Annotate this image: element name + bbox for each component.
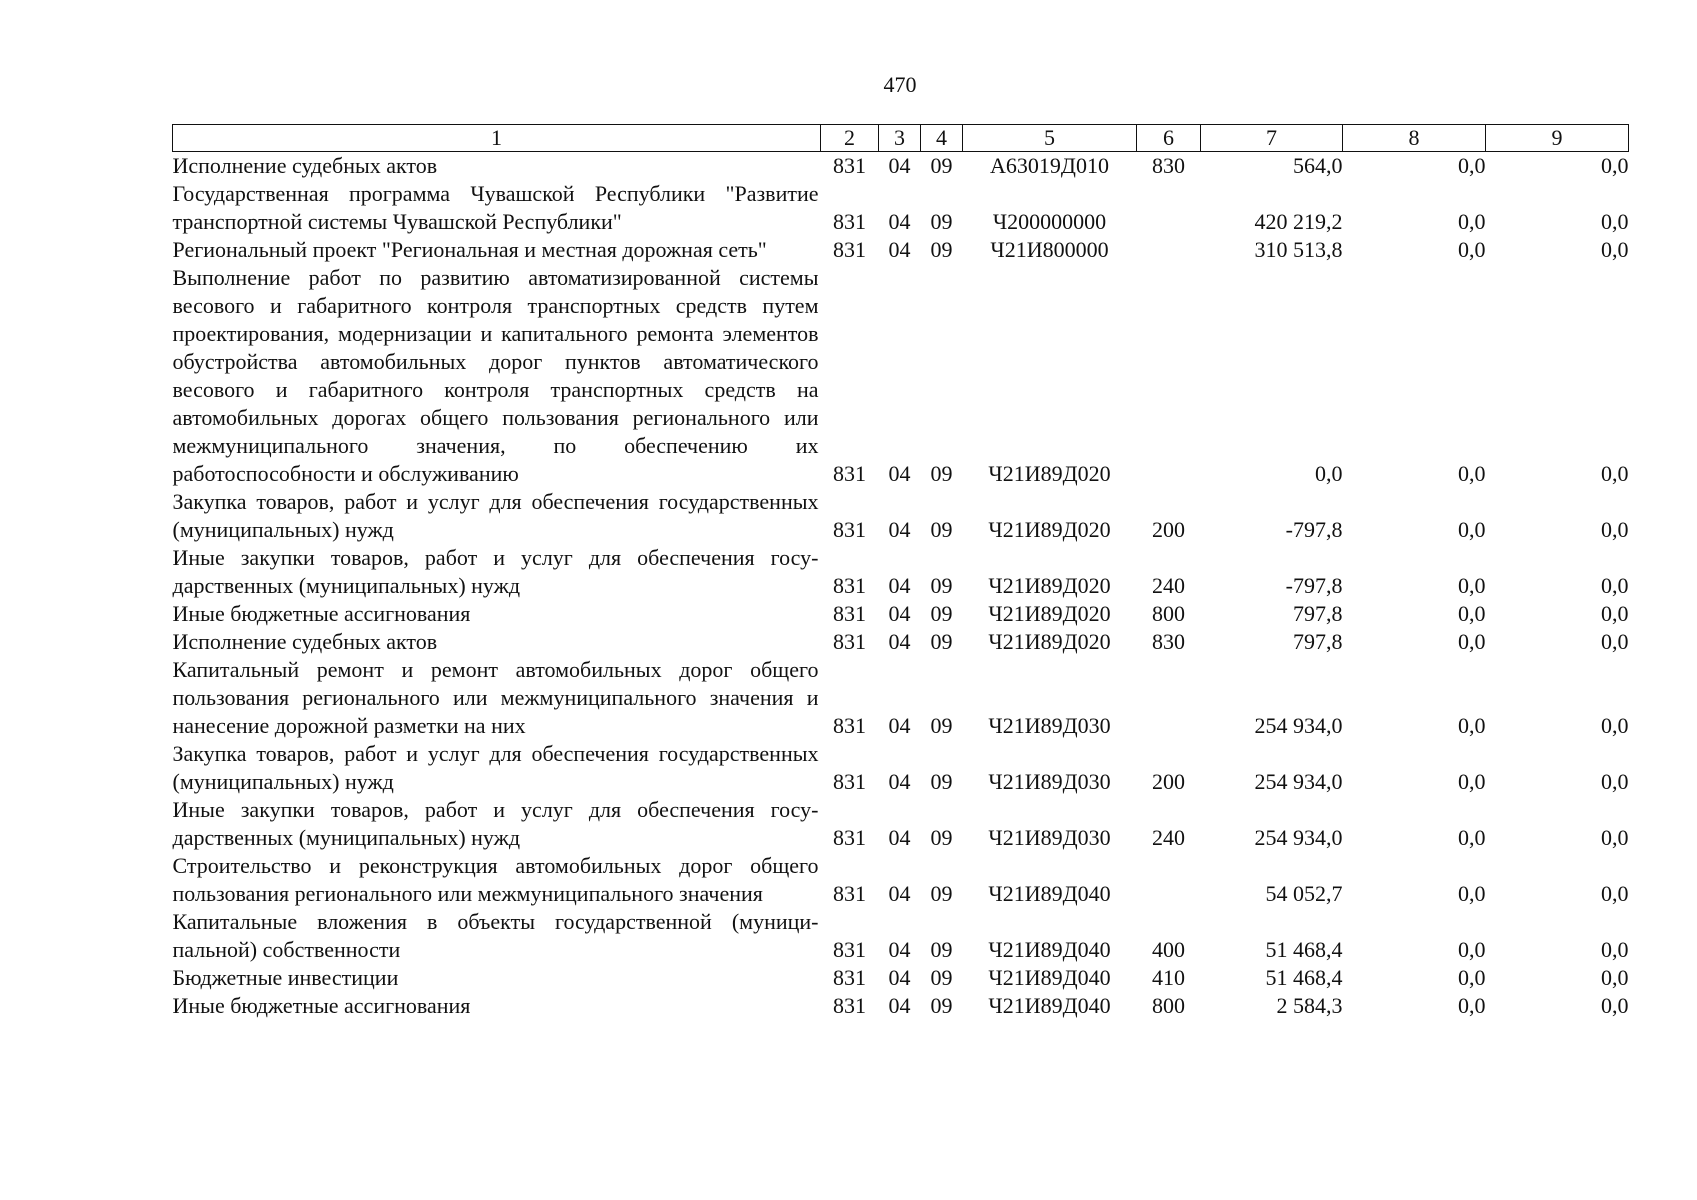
row-amount-col8: 0,0: [1458, 517, 1486, 542]
header-cell-5: 5: [963, 125, 1137, 152]
row-amount-col7: 54 052,7: [1265, 881, 1343, 906]
row-amount-col9: 0,0: [1601, 965, 1629, 990]
row-amount-col7: 254 934,0: [1254, 769, 1343, 794]
row-amount-col9: 0,0: [1601, 517, 1629, 542]
row-ministry-code: 831: [833, 461, 866, 486]
row-subsection-code: 09: [930, 629, 953, 654]
row-section-code: 04: [888, 769, 911, 794]
row-amount-col7: 51 468,4: [1265, 965, 1343, 990]
row-name: Государственная программа Чувашской Республики "Развитие транспортной системы Чувашской Республики": [172, 181, 819, 234]
row-amount-col9: 0,0: [1601, 825, 1629, 850]
row-section-code: 04: [888, 461, 911, 486]
row-subsection-code: 09: [930, 937, 953, 962]
row-subsection-code: 09: [930, 825, 953, 850]
row-amount-col8: 0,0: [1458, 937, 1486, 962]
row-name: Исполнение судебных актов: [172, 629, 438, 654]
row-amount-col9: 0,0: [1601, 993, 1629, 1018]
table-row: [173, 740, 1629, 796]
row-amount-col9: 0,0: [1601, 237, 1629, 262]
row-ministry-code: 831: [833, 517, 866, 542]
row-section-code: 04: [888, 993, 911, 1018]
table-row: [173, 544, 1629, 600]
row-section-code: 04: [888, 601, 911, 626]
row-name: Капитальные вложения в объекты государственной (муниципальной) собственности: [172, 909, 819, 962]
budget-table: [172, 124, 1629, 1020]
row-amount-col9: 0,0: [1601, 881, 1629, 906]
header-cell-4: 4: [921, 125, 963, 152]
table-header: [173, 125, 1629, 152]
header-cell-7: 7: [1201, 125, 1343, 152]
row-ministry-code: 831: [833, 209, 866, 234]
row-ministry-code: 831: [833, 629, 866, 654]
row-subsection-code: 09: [930, 237, 953, 262]
row-section-code: 04: [888, 629, 911, 654]
row-target-article: Ч21И89Д030: [988, 825, 1111, 850]
row-name: Строительство и реконструкция автомобильных дорог общего пользования регионального или межмуниципального значения: [172, 853, 819, 906]
table-row: [173, 964, 1629, 992]
row-expense-type: 400: [1152, 937, 1185, 962]
row-amount-col7: 254 934,0: [1254, 825, 1343, 850]
row-ministry-code: 831: [833, 937, 866, 962]
row-amount-col8: 0,0: [1458, 629, 1486, 654]
table-row: [173, 264, 1629, 488]
row-target-article: Ч21И89Д040: [988, 965, 1111, 990]
row-expense-type: [1137, 852, 1201, 908]
row-amount-col8: 0,0: [1458, 993, 1486, 1018]
row-name: Закупка товаров, работ и услуг для обеспечения государственных (муниципальных) нужд: [172, 489, 819, 542]
table-row: [173, 488, 1629, 544]
row-subsection-code: 09: [930, 209, 953, 234]
header-cell-9: 9: [1486, 125, 1629, 152]
row-target-article: Ч21И89Д030: [988, 713, 1111, 738]
row-amount-col7: 310 513,8: [1254, 237, 1343, 262]
row-section-code: 04: [888, 937, 911, 962]
row-amount-col7: 797,8: [1293, 629, 1343, 654]
row-expense-type: 830: [1152, 629, 1185, 654]
row-amount-col8: 0,0: [1458, 153, 1486, 178]
row-amount-col9: 0,0: [1601, 573, 1629, 598]
table-row: [173, 796, 1629, 852]
row-expense-type: 830: [1152, 153, 1185, 178]
row-amount-col7: 254 934,0: [1254, 713, 1343, 738]
row-section-code: 04: [888, 153, 911, 178]
row-subsection-code: 09: [930, 601, 953, 626]
row-subsection-code: 09: [930, 153, 953, 178]
table-row: [173, 180, 1629, 236]
table-row: [173, 908, 1629, 964]
row-ministry-code: 831: [833, 881, 866, 906]
row-amount-col7: 797,8: [1293, 601, 1343, 626]
row-target-article: Ч21И89Д020: [988, 629, 1111, 654]
row-expense-type: 200: [1152, 769, 1185, 794]
row-target-article: Ч21И89Д040: [988, 881, 1111, 906]
row-target-article: Ч21И89Д040: [988, 993, 1111, 1018]
row-name: Выполнение работ по развитию автоматизированной системы весового и габаритного контроля транспортных средств путем проектирования, модернизации и капитального ремонта элементов обустройства автомобильных дорог пунктов автоматического весового и габаритного контроля транспортных средств на автомобильных дорогах общего пользования регионального или межмуниципального значения, по обеспечению их работоспособности и обслуживанию: [172, 265, 819, 486]
row-amount-col8: 0,0: [1458, 965, 1486, 990]
row-subsection-code: 09: [930, 461, 953, 486]
row-expense-type: 800: [1152, 601, 1185, 626]
row-target-article: Ч21И800000: [990, 237, 1109, 262]
header-cell-3: 3: [879, 125, 921, 152]
row-amount-col8: 0,0: [1458, 769, 1486, 794]
table-row: [173, 992, 1629, 1020]
row-expense-type: [1137, 236, 1201, 264]
header-cell-2: 2: [821, 125, 879, 152]
row-section-code: 04: [888, 825, 911, 850]
row-amount-col8: 0,0: [1458, 461, 1486, 486]
row-expense-type: [1137, 180, 1201, 236]
row-ministry-code: 831: [833, 993, 866, 1018]
row-section-code: 04: [888, 209, 911, 234]
row-amount-col8: 0,0: [1458, 825, 1486, 850]
row-ministry-code: 831: [833, 713, 866, 738]
row-ministry-code: 831: [833, 601, 866, 626]
row-amount-col7: 0,0: [1315, 461, 1343, 486]
row-amount-col7: 2 584,3: [1276, 993, 1343, 1018]
row-ministry-code: 831: [833, 237, 866, 262]
row-target-article: Ч21И89Д020: [988, 601, 1111, 626]
row-expense-type: [1137, 264, 1201, 488]
row-section-code: 04: [888, 965, 911, 990]
row-subsection-code: 09: [930, 713, 953, 738]
row-name: Иные бюджетные ассигнования: [172, 601, 471, 626]
budget-table-container: [172, 124, 1628, 1020]
row-amount-col9: 0,0: [1601, 713, 1629, 738]
row-expense-type: [1137, 656, 1201, 740]
row-amount-col9: 0,0: [1601, 153, 1629, 178]
row-ministry-code: 831: [833, 769, 866, 794]
row-amount-col7: 51 468,4: [1265, 937, 1343, 962]
page-number: 470: [883, 72, 917, 97]
table-row: [173, 152, 1629, 181]
row-name: Закупка товаров, работ и услуг для обеспечения государственных (муниципальных) нужд: [172, 741, 819, 794]
table-row: [173, 852, 1629, 908]
row-target-article: А63019Д010: [990, 153, 1109, 178]
row-amount-col8: 0,0: [1458, 237, 1486, 262]
row-target-article: Ч21И89Д020: [988, 461, 1111, 486]
row-name: Иные бюджетные ассигнования: [172, 993, 471, 1018]
row-ministry-code: 831: [833, 573, 866, 598]
row-amount-col7: -797,8: [1285, 517, 1343, 542]
row-name: Бюджетные инвестиции: [172, 965, 399, 990]
row-section-code: 04: [888, 881, 911, 906]
row-amount-col8: 0,0: [1458, 881, 1486, 906]
row-amount-col8: 0,0: [1458, 209, 1486, 234]
table-row: [173, 628, 1629, 656]
row-section-code: 04: [888, 713, 911, 738]
table-row: [173, 600, 1629, 628]
row-amount-col9: 0,0: [1601, 937, 1629, 962]
row-expense-type: 240: [1152, 825, 1185, 850]
header-cell-6: 6: [1137, 125, 1201, 152]
row-section-code: 04: [888, 573, 911, 598]
row-amount-col8: 0,0: [1458, 601, 1486, 626]
row-amount-col9: 0,0: [1601, 769, 1629, 794]
row-amount-col9: 0,0: [1601, 461, 1629, 486]
row-amount-col7: 420 219,2: [1254, 209, 1343, 234]
row-subsection-code: 09: [930, 881, 953, 906]
row-target-article: Ч21И89Д040: [988, 937, 1111, 962]
row-amount-col7: -797,8: [1285, 573, 1343, 598]
row-amount-col8: 0,0: [1458, 573, 1486, 598]
row-amount-col9: 0,0: [1601, 629, 1629, 654]
row-target-article: Ч21И89Д020: [988, 517, 1111, 542]
row-amount-col9: 0,0: [1601, 601, 1629, 626]
row-expense-type: 800: [1152, 993, 1185, 1018]
row-expense-type: 240: [1152, 573, 1185, 598]
row-expense-type: 200: [1152, 517, 1185, 542]
row-amount-col9: 0,0: [1601, 209, 1629, 234]
table-body: [173, 152, 1629, 1021]
row-subsection-code: 09: [930, 517, 953, 542]
row-name: Региональный проект "Региональная и местная дорожная сеть": [172, 237, 767, 262]
row-name: Капитальный ремонт и ремонт автомобильных дорог общего пользования регионального или межмуниципального значения и нанесение дорожной разметки на них: [172, 657, 819, 738]
table-row: [173, 656, 1629, 740]
row-expense-type: 410: [1152, 965, 1185, 990]
row-target-article: Ч200000000: [992, 209, 1107, 234]
header-cell-8: 8: [1343, 125, 1486, 152]
row-target-article: Ч21И89Д030: [988, 769, 1111, 794]
row-amount-col7: 564,0: [1293, 153, 1343, 178]
header-cell-1: 1: [173, 125, 821, 152]
row-ministry-code: 831: [833, 825, 866, 850]
row-ministry-code: 831: [833, 153, 866, 178]
row-ministry-code: 831: [833, 965, 866, 990]
row-target-article: Ч21И89Д020: [988, 573, 1111, 598]
row-section-code: 04: [888, 237, 911, 262]
row-amount-col8: 0,0: [1458, 713, 1486, 738]
header-row: [173, 125, 1629, 152]
row-section-code: 04: [888, 517, 911, 542]
row-name: Иные закупки товаров, работ и услуг для обеспечения государственных (муниципальных) нужд: [172, 797, 819, 850]
row-subsection-code: 09: [930, 993, 953, 1018]
row-name: Исполнение судебных актов: [172, 153, 438, 178]
row-name: Иные закупки товаров, работ и услуг для обеспечения государственных (муниципальных) нужд: [172, 545, 819, 598]
row-subsection-code: 09: [930, 965, 953, 990]
row-subsection-code: 09: [930, 573, 953, 598]
table-row: [173, 236, 1629, 264]
row-subsection-code: 09: [930, 769, 953, 794]
